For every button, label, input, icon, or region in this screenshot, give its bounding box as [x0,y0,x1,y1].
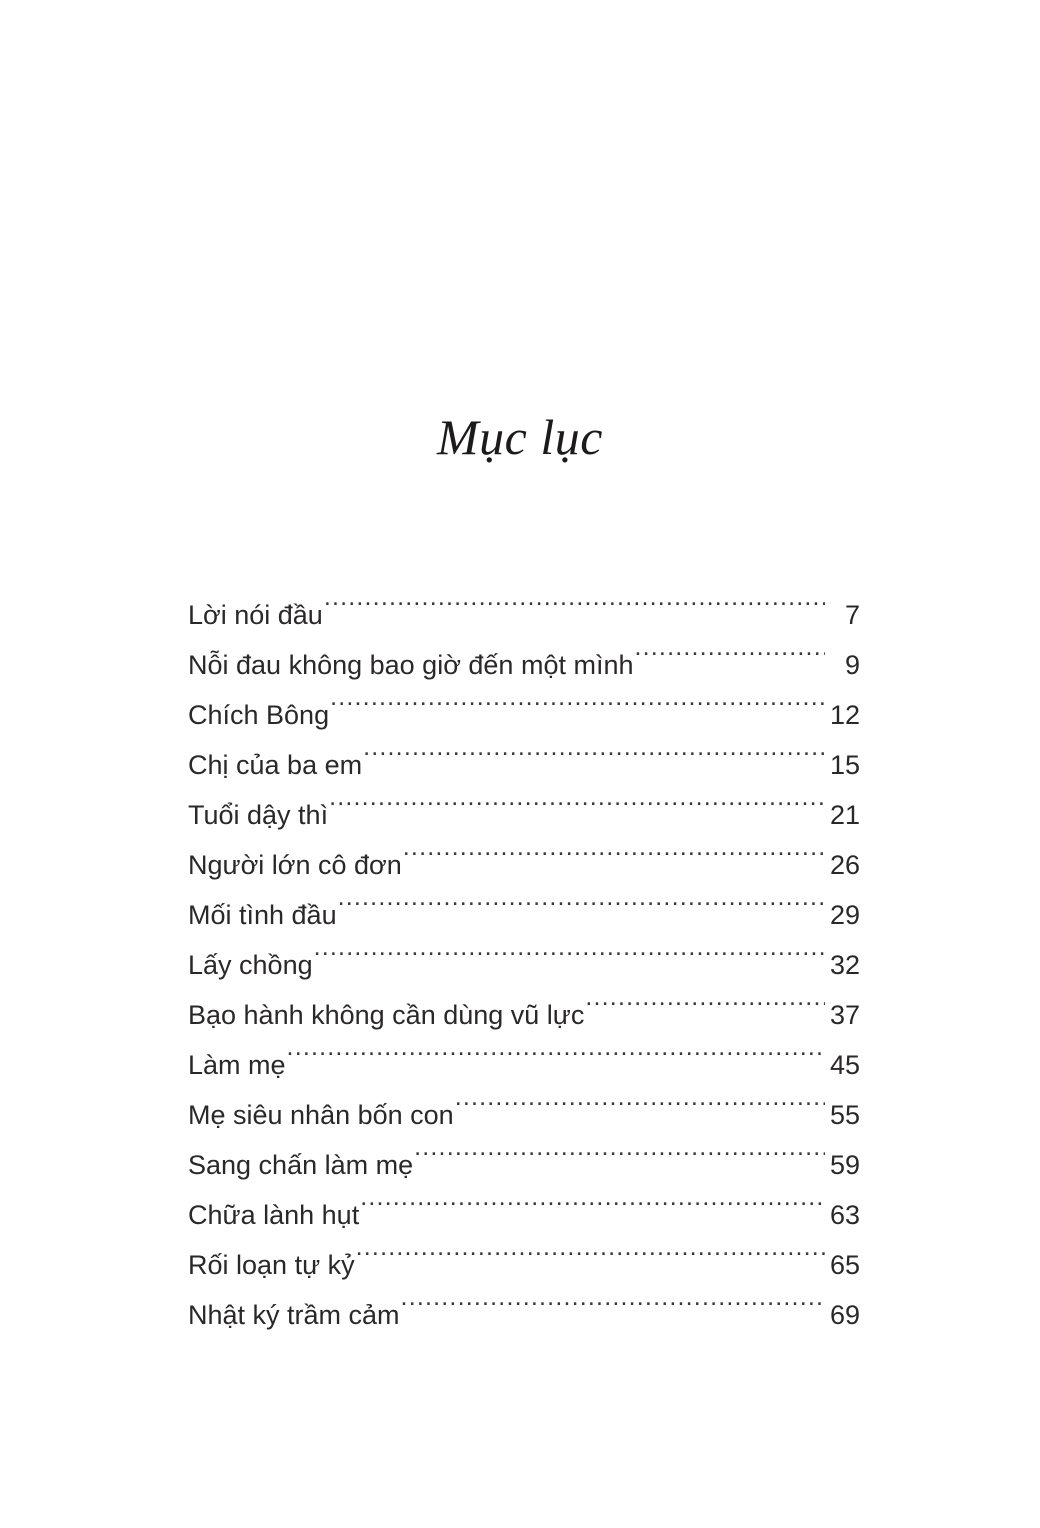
list-item[interactable] [188,1240,860,1290]
toc-entry-label: Lấy chồng [188,950,313,980]
toc-entry-label: Mẹ siêu nhân bốn con [188,1100,454,1130]
page-title: Mục lục [437,409,603,465]
toc-entry-page: 12 [829,700,860,730]
list-item[interactable] [188,990,860,1040]
list-item[interactable] [188,1290,860,1340]
list-item[interactable] [188,1040,860,1090]
list-item[interactable] [188,640,860,690]
toc-entry-page: 9 [844,650,860,680]
toc-entry-label: Lời nói đầu [188,600,323,630]
toc-entry-page: 15 [829,750,860,780]
list-item[interactable] [188,1190,860,1240]
toc-entry-page: 26 [829,850,860,880]
toc-entry-page: 29 [829,900,860,930]
toc-entry-label: Nỗi đau không bao giờ đến một mình [188,650,634,680]
toc-leader-dots [455,1097,825,1124]
toc-entry-page: 45 [829,1050,860,1080]
toc-entry-label: Sang chấn làm mẹ [188,1150,414,1180]
toc-leader-dots [414,1147,825,1174]
toc-leader-dots [329,797,825,824]
toc-entry-page: 21 [829,800,860,830]
toc-entry-page: 59 [829,1150,860,1180]
toc-entry-label: Người lớn cô đơn [188,850,402,880]
list-item[interactable] [188,790,860,840]
toc-entry-label: Nhật ký trầm cảm [188,1300,400,1330]
toc-entry-label: Bạo hành không cần dùng vũ lực [188,1000,585,1030]
toc-leader-dots [287,1047,825,1074]
toc-entry-page: 55 [829,1100,860,1130]
toc-leader-dots [338,897,825,924]
toc-leader-dots [330,697,825,724]
toc-entry-label: Chị của ba em [188,750,363,780]
toc-leader-dots [403,847,825,874]
toc-leader-dots [585,997,825,1024]
toc-entry-page: 37 [829,1000,860,1030]
toc-leader-dots [635,647,826,674]
toc-entry-label: Làm mẹ [188,1050,286,1080]
list-item[interactable] [188,1090,860,1140]
toc-leader-dots [324,597,825,624]
list-item[interactable] [188,590,860,640]
toc-entry-label: Chích Bông [188,700,330,730]
toc-entry-label: Tuổi dậy thì [188,800,329,830]
toc-leader-dots [356,1247,825,1274]
list-item[interactable] [188,940,860,990]
table-of-contents [188,590,860,1340]
toc-leader-dots [363,747,825,774]
toc-entry-label: Rối loạn tự kỷ [188,1250,355,1280]
toc-entry-label: Mối tình đầu [188,900,337,930]
list-item[interactable] [188,1140,860,1190]
toc-entry-page: 65 [829,1250,860,1280]
toc-entry-page: 69 [829,1300,860,1330]
toc-entry-page: 7 [844,600,860,630]
list-item[interactable] [188,890,860,940]
list-item[interactable] [188,690,860,740]
toc-entry-label: Chữa lành hụt [188,1200,360,1230]
toc-leader-dots [401,1297,825,1324]
list-item[interactable] [188,740,860,790]
toc-leader-dots [314,947,825,974]
toc-entry-page: 63 [829,1200,860,1230]
toc-leader-dots [360,1197,825,1224]
toc-entry-page: 32 [829,950,860,980]
list-item[interactable] [188,840,860,890]
